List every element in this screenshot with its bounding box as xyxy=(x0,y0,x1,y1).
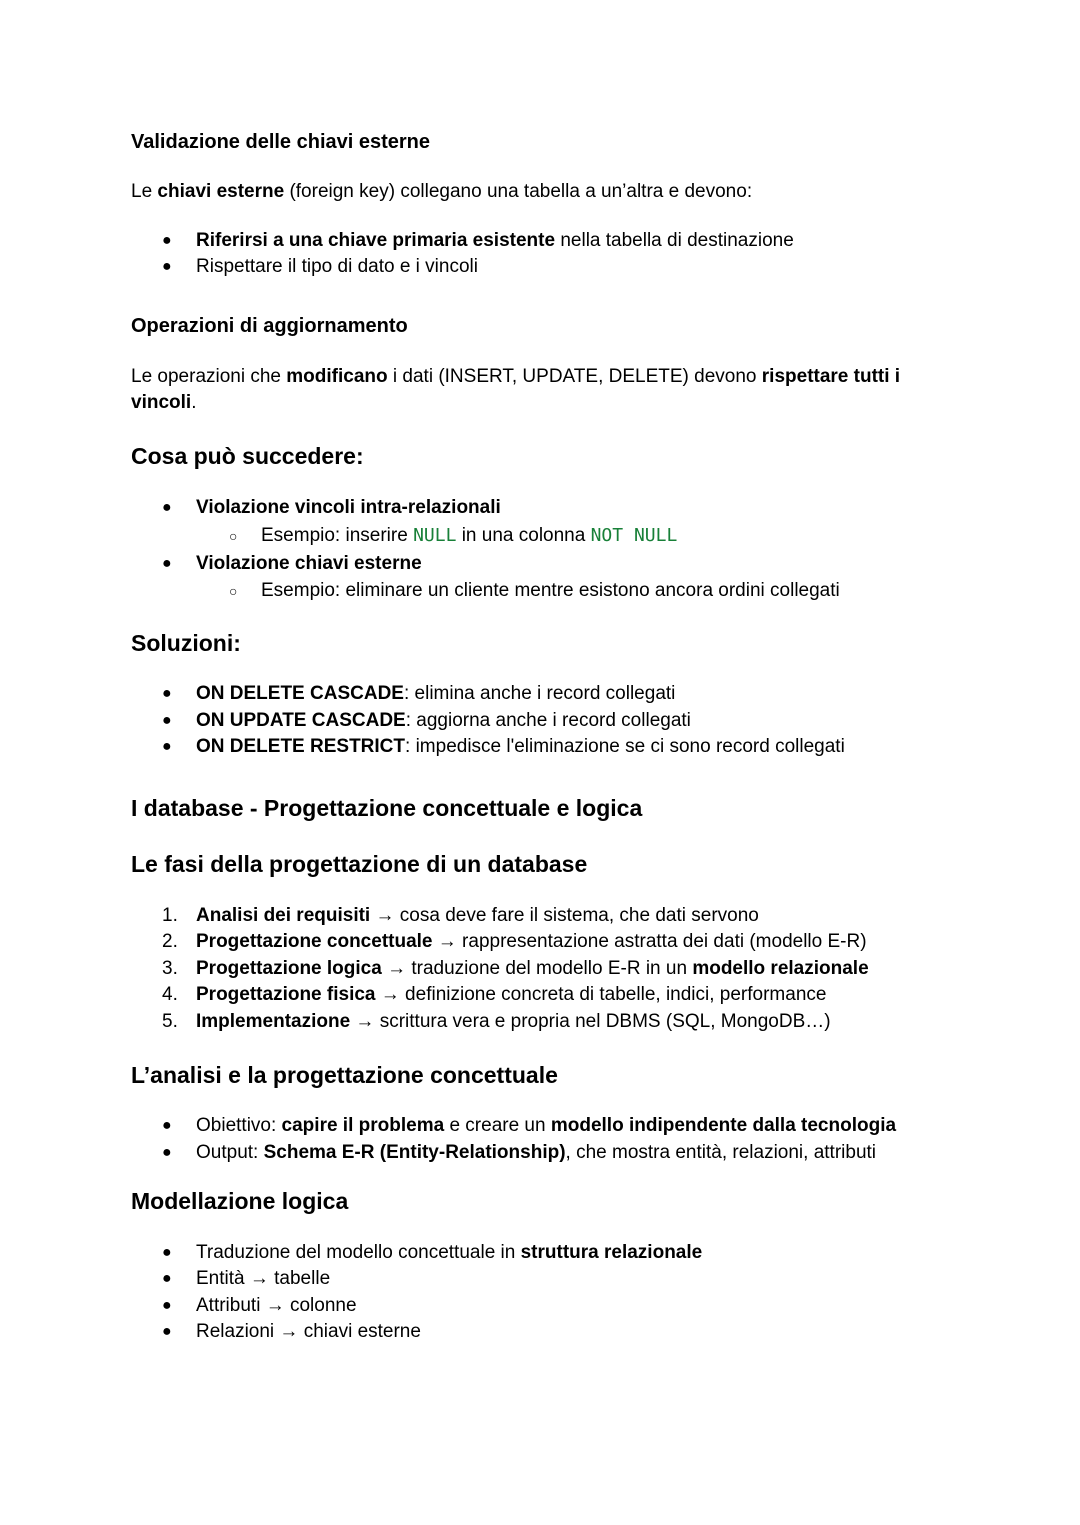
bullet-icon: ● xyxy=(162,738,172,755)
list-item: ● Relazioni → chiavi esterne xyxy=(196,1319,421,1345)
bullet-icon: ● xyxy=(162,232,172,249)
heading-database: I database - Progettazione concettuale e logica xyxy=(131,795,643,821)
heading-validazione: Validazione delle chiavi esterne xyxy=(131,131,431,153)
heading-analisi: L’analisi e la progettazione concettuale xyxy=(131,1062,558,1088)
numbered-item: 1. Analisi dei requisiti → cosa deve fare il sistema, che dati servono xyxy=(162,905,759,926)
list-item: ● Traduzione del modello concettuale in struttura relazionale xyxy=(196,1240,702,1266)
list-item: ● ON UPDATE CASCADE: aggiorna anche i record collegati xyxy=(196,708,691,734)
paragraph-operazioni: Le operazioni che modificano i dati (INSERT, UPDATE, DELETE) devono rispettare tutti i vincoli. xyxy=(131,366,901,413)
list-item: ● Output: Schema E-R (Entity-Relationship), che mostra entità, relazioni, attributi xyxy=(196,1140,876,1166)
heading-operazioni: Operazioni di aggiornamento xyxy=(131,315,408,337)
bullet-icon: ● xyxy=(162,258,172,275)
numbered-item: 2. Progettazione concettuale → rappresentazione astratta dei dati (modello E-R) xyxy=(162,931,867,952)
bullet-icon: ● xyxy=(162,1244,172,1261)
list-item: ● ON DELETE RESTRICT: impedisce l'eliminazione se ci sono record collegati xyxy=(196,734,845,760)
sub-bullet-icon: ○ xyxy=(229,583,238,599)
heading-cosa: Cosa può succedere: xyxy=(131,443,364,469)
list-item: ● Rispettare il tipo di dato e i vincoli xyxy=(196,254,478,280)
bullet-icon: ● xyxy=(162,1144,172,1161)
bullet-icon: ● xyxy=(162,1270,172,1287)
heading-modellazione: Modellazione logica xyxy=(131,1188,349,1214)
bullet-icon: ● xyxy=(162,685,172,702)
numbered-item: 4. Progettazione fisica → definizione concreta di tabelle, indici, performance xyxy=(162,984,827,1005)
list-item: ● Violazione chiavi esterne xyxy=(196,551,422,577)
heading-fasi: Le fasi della progettazione di un database xyxy=(131,851,588,877)
code-not-null: NOT NULL xyxy=(590,525,678,546)
list-item: ● Obiettivo: capire il problema e creare un modello indipendente dalla tecnologia xyxy=(196,1113,896,1139)
heading-soluzioni: Soluzioni: xyxy=(131,630,241,656)
list-item: ● Attributi → colonne xyxy=(196,1293,357,1319)
list-item: ● Violazione vincoli intra-relazionali xyxy=(196,495,501,521)
numbered-item: 3. Progettazione logica → traduzione del modello E-R in un modello relazionale xyxy=(162,958,869,979)
bullet-icon: ● xyxy=(162,1323,172,1340)
list-item: ● Riferirsi a una chiave primaria esistente nella tabella di destinazione xyxy=(196,228,794,254)
sub-list-item: ○ Esempio: inserire NULL in una colonna NOT NULL xyxy=(261,523,677,549)
bullet-icon: ● xyxy=(162,555,172,572)
bullet-icon: ● xyxy=(162,1117,172,1134)
paragraph-intro: Le chiavi esterne (foreign key) collegano una tabella a un’altra e devono: xyxy=(131,181,753,202)
code-null: NULL xyxy=(413,525,457,546)
sub-bullet-icon: ○ xyxy=(229,528,238,544)
sub-list-item: ○ Esempio: eliminare un cliente mentre esistono ancora ordini collegati xyxy=(261,578,840,604)
list-item: ● Entità → tabelle xyxy=(196,1266,330,1292)
bullet-icon: ● xyxy=(162,712,172,729)
numbered-item: 5. Implementazione → scrittura vera e propria nel DBMS (SQL, MongoDB…) xyxy=(162,1011,831,1032)
bullet-icon: ● xyxy=(162,1297,172,1314)
bullet-icon: ● xyxy=(162,499,172,516)
list-item: ● ON DELETE CASCADE: elimina anche i record collegati xyxy=(196,681,675,707)
